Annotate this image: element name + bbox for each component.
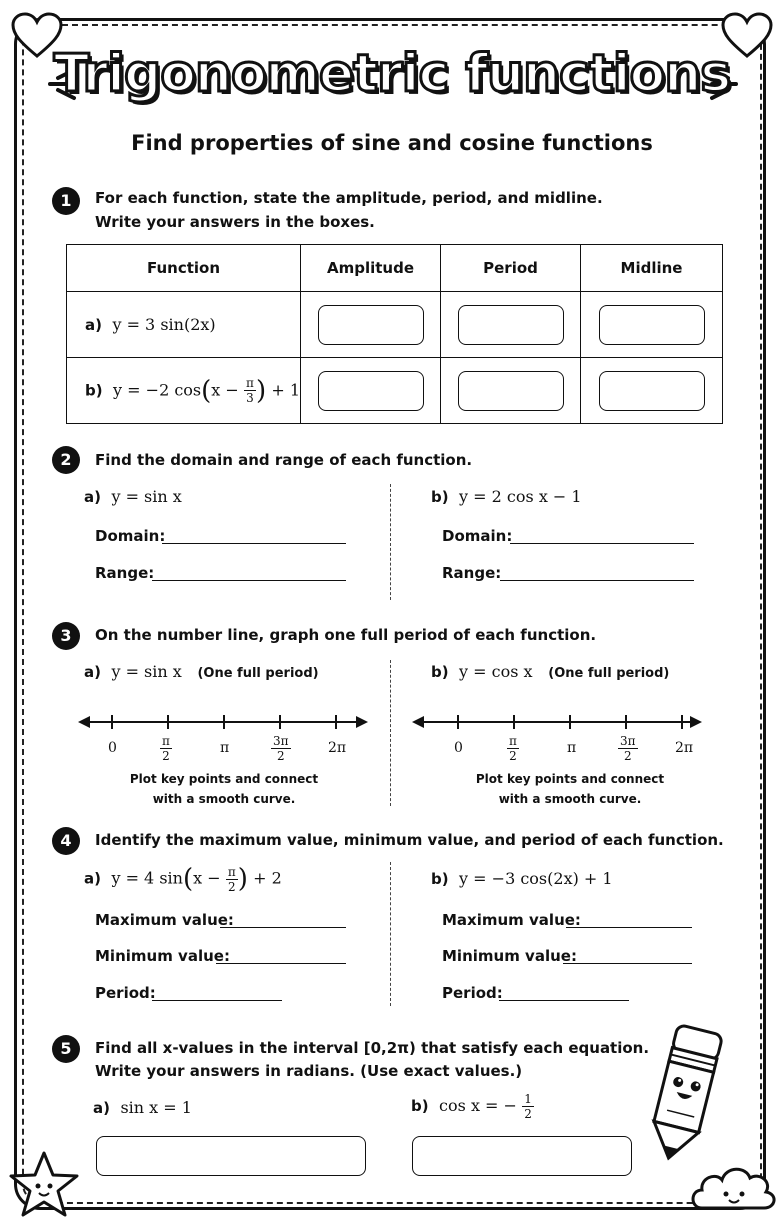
pencil-mascot-icon — [640, 1022, 730, 1164]
table-header-row — [67, 245, 723, 292]
question-number-2: 2 — [52, 446, 80, 474]
header-amplitude: Amplitude — [301, 245, 441, 292]
page-subtitle: Find properties of sine and cosine functions — [131, 131, 653, 155]
row-a-function — [67, 292, 301, 358]
q1-instruction-line2: Write your answers in the boxes. — [95, 213, 375, 231]
q5b-answer-box[interactable] — [412, 1136, 632, 1176]
q5-instruction-line2: Write your answers in radians. (Use exact values.) — [95, 1062, 523, 1080]
q2a-range-blank[interactable] — [152, 580, 346, 581]
q2a-function: a) y = sin x — [84, 487, 182, 506]
star-mascot-icon — [6, 1150, 82, 1222]
q4b-min-blank[interactable] — [563, 963, 692, 964]
tick-label-0: 0 — [454, 740, 463, 756]
q4a-min-blank[interactable] — [216, 963, 346, 964]
q3a-instruction-line1: Plot key points and connect — [129, 772, 319, 786]
q5-instruction-line1: Find all x-values in the interval [0,2π) that satisfy each equation. — [95, 1039, 650, 1057]
q4b-min-label: Minimum value: — [442, 947, 577, 965]
midline-answer-box-a[interactable] — [599, 305, 705, 345]
tick-label-2pi: 2π — [675, 740, 694, 756]
q2-instruction: Find the domain and range of each function. — [95, 451, 473, 469]
q1-instruction-line1: For each function, state the amplitude, period, and midline. — [95, 189, 603, 207]
q4a-period-blank[interactable] — [152, 1000, 282, 1001]
header-function: Function — [67, 245, 301, 292]
q4b-max-blank[interactable] — [566, 927, 692, 928]
q2-divider — [390, 484, 391, 600]
table-row — [67, 292, 723, 358]
q2b-range-blank[interactable] — [500, 580, 694, 581]
header-period: Period — [441, 245, 581, 292]
amplitude-answer-box-b[interactable] — [318, 371, 424, 411]
q4-divider — [390, 862, 391, 1006]
q3-instruction: On the number line, graph one full period of each function. — [95, 626, 597, 644]
q5b-equation: b) cos x = − $\frac{1}{2}$ — [411, 1092, 532, 1121]
q2a-domain-label: Domain: — [95, 527, 166, 545]
tick-label-pi: π — [220, 740, 230, 756]
q3-divider — [390, 660, 391, 806]
q2b-domain-blank[interactable] — [510, 543, 694, 544]
page-title: Trigonometric functions — [53, 44, 731, 104]
q5a-equation: a) sin x = 1 — [93, 1098, 192, 1117]
question-number-4: 4 — [52, 827, 80, 855]
q2a-domain-blank[interactable] — [162, 543, 346, 544]
cloud-mascot-icon — [688, 1158, 778, 1214]
q5a-answer-box[interactable] — [96, 1136, 366, 1176]
tick-label-pi-over-2: $\frac{\pi}{2}$ — [162, 734, 170, 763]
q4b-period-label: Period: — [442, 984, 503, 1002]
q3a-instruction-line2: with a smooth curve. — [152, 792, 296, 806]
q3b-instruction-line1: Plot key points and connect — [475, 772, 665, 786]
q3b-function: b) y = cos x (One full period) — [431, 662, 670, 681]
question-number-5: 5 — [52, 1035, 80, 1063]
tick-label-pi-over-2: $\frac{\pi}{2}$ — [509, 734, 517, 763]
q2b-domain-label: Domain: — [442, 527, 513, 545]
q4b-period-blank[interactable] — [499, 1000, 629, 1001]
tick-label-2pi: 2π — [328, 740, 347, 756]
q3b-instruction-line2: with a smooth curve. — [498, 792, 642, 806]
row-b-function: b) y = −2 cos(x − $\frac{\pi}{3}$ ) + 1 — [67, 358, 301, 424]
q4a-min-label: Minimum value: — [95, 947, 230, 965]
q4b-max-label: Maximum value: — [442, 911, 581, 929]
header-midline: Midline — [581, 245, 723, 292]
row-a-expression: y = 3 sin(2x) — [112, 315, 216, 334]
tick-label-3pi-over-2: $\frac{3\pi}{2}$ — [620, 734, 636, 763]
q2b-range-label: Range: — [442, 564, 502, 582]
number-line-a[interactable] — [76, 710, 370, 734]
q4b-function: b) y = −3 cos(2x) + 1 — [431, 869, 613, 888]
number-line-b[interactable] — [410, 710, 704, 734]
tick-label-3pi-over-2: $\frac{3\pi}{2}$ — [273, 734, 289, 763]
amplitude-answer-box-a[interactable] — [318, 305, 424, 345]
q4a-function: a) y = 4 sin(x − $\frac{\pi}{2}$ ) + 2 — [84, 864, 282, 894]
q2a-range-label: Range: — [95, 564, 155, 582]
tick-label-pi: π — [567, 740, 577, 756]
period-answer-box-a[interactable] — [458, 305, 564, 345]
row-b-label: b) — [85, 381, 103, 399]
q4-instruction: Identify the maximum value, minimum value, and period of each function. — [95, 831, 724, 849]
midline-answer-box-b[interactable] — [599, 371, 705, 411]
q4a-max-blank[interactable] — [220, 927, 346, 928]
table-row — [67, 358, 723, 424]
row-a-label: a) — [85, 316, 102, 334]
period-answer-box-b[interactable] — [458, 371, 564, 411]
properties-table — [66, 244, 723, 424]
q4a-period-label: Period: — [95, 984, 156, 1002]
question-number-3: 3 — [52, 622, 80, 650]
question-number-1: 1 — [52, 187, 80, 215]
q3a-function: a) y = sin x (One full period) — [84, 662, 319, 681]
q4a-max-label: Maximum value: — [95, 911, 234, 929]
tick-label-0: 0 — [108, 740, 117, 756]
q2b-function: b) y = 2 cos x − 1 — [431, 487, 582, 506]
